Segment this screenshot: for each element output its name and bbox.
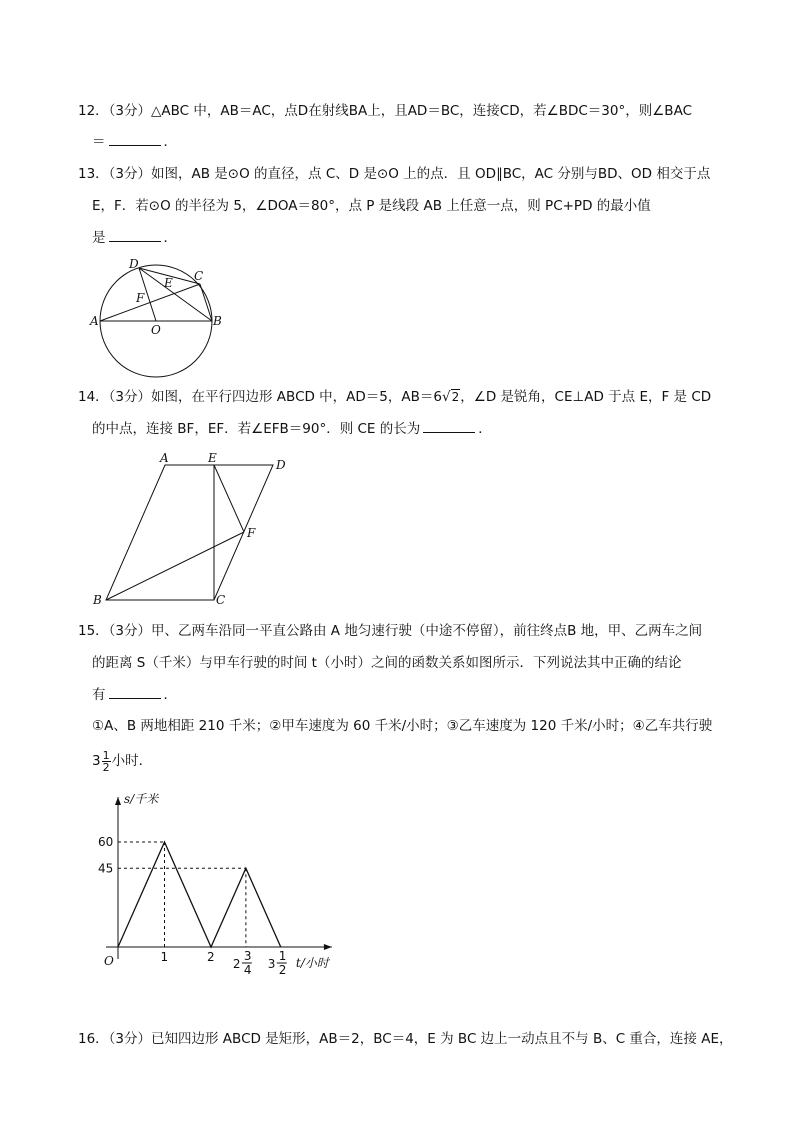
- label-c: C: [194, 269, 204, 283]
- q14-parallelogram-figure: [90, 450, 300, 610]
- segment-bf: [106, 532, 244, 600]
- q15-answer-blank[interactable]: [109, 685, 161, 699]
- q14-answer-blank[interactable]: [423, 419, 475, 433]
- label-c: C: [216, 593, 226, 607]
- q13-circle-figure: [85, 255, 235, 375]
- label-d: D: [276, 458, 286, 472]
- label-d: D: [129, 257, 139, 271]
- label-b: B: [213, 314, 222, 328]
- segment-bc: [200, 284, 212, 321]
- sqrt-symbol: √: [442, 389, 451, 405]
- x-tick-label-den: 4: [243, 963, 252, 977]
- x-axis-label: t/小时: [295, 956, 329, 970]
- q12-line2-prefix: ＝: [92, 134, 106, 150]
- label-e: E: [208, 451, 217, 465]
- q13-answer-blank[interactable]: [109, 228, 161, 242]
- q12-line2-suffix: ．: [163, 134, 177, 150]
- q13-line1: 13．（3分）如图，AB 是⊙O 的直径，点 C、D 是⊙O 上的点．且 OD∥BC，AC 分别与BD、OD 相交于点: [78, 166, 711, 182]
- x-axis-arrow: [324, 944, 332, 950]
- q12-line2: [92, 132, 177, 152]
- q15-line2: 的距离 S（千米）与甲车行驶的时间 t（小时）之间的函数关系如图所示．下列说法其中正确的结论: [92, 655, 682, 671]
- q15-line1: 15．（3分）甲、乙两车沿同一平直公路由 A 地匀速行驶（中途不停留），前往终点B 地，甲、乙两车之间: [78, 623, 703, 639]
- y-axis-arrow: [115, 797, 121, 805]
- label-e: E: [164, 276, 173, 290]
- q13-line3-suffix: ．: [163, 230, 177, 246]
- x-tick-label: 2: [207, 950, 215, 964]
- y-tick-label: 45: [98, 861, 114, 876]
- y-axis-label: s/千米: [124, 792, 159, 806]
- distance-time-chart: [80, 790, 370, 980]
- x-tick-label-num: 1: [278, 949, 287, 963]
- label-a: A: [160, 451, 169, 465]
- q12-line1: 12．（3分）△ABC 中，AB＝AC，点D在射线BA上，且AD＝BC，连接CD，若∠BDC＝30°，则∠BAC: [78, 103, 692, 119]
- label-f: F: [247, 526, 256, 540]
- q13-line2: E，F．若⊙O 的半径为 5，∠DOA＝80°，点 P 是线段 AB 上任意一点，则 PC+PD 的最小值: [92, 198, 651, 214]
- q16-line1: 16．（3分）已知四边形 ABCD 是矩形，AB＝2，BC＝4，E 为 BC 边上一动点且不与 B、C 重合，连接 AE，: [78, 1031, 733, 1047]
- q15-line3-suffix: ．: [163, 687, 177, 703]
- q15-line3-prefix: 有: [92, 687, 106, 703]
- q14-line2: [92, 419, 492, 439]
- q14-line1-part-b: ，∠D 是锐角，CE⊥AD 于点 E，F 是 CD: [460, 389, 712, 405]
- q15-line5-fraction: $\frac{1}{2}$: [102, 748, 110, 774]
- x-tick-label-whole: 2: [232, 957, 241, 971]
- series-line: [118, 842, 281, 947]
- q14-sqrt-value: 2: [451, 390, 460, 404]
- q14-line2-suffix: ．: [478, 421, 492, 437]
- q13-line3: [92, 228, 177, 248]
- q13-line3-prefix: 是: [92, 230, 106, 246]
- label-f: F: [136, 291, 145, 305]
- q12-answer-blank[interactable]: [109, 132, 161, 146]
- q15-line4: ①A、B 两地相距 210 千米；②甲车速度为 60 千米/小时；③乙车速度为 120 千米/小时；④乙车共行驶: [92, 718, 713, 734]
- q14-line1: [78, 387, 711, 407]
- q15-line3: [92, 685, 177, 705]
- x-tick-label-den: 2: [278, 963, 287, 977]
- x-tick-label-whole: 3: [267, 957, 276, 971]
- q15-line5: [92, 748, 152, 774]
- q14-line1-part-a: 14．（3分）如图，在平行四边形 ABCD 中，AD＝5，AB＝6: [78, 389, 442, 405]
- segment-ef: [214, 465, 244, 532]
- q14-line2-prefix: 的中点，连接 BF，EF．若∠EFB＝90°．则 CE 的长为: [92, 421, 421, 437]
- origin-label: O: [104, 954, 114, 968]
- q15-line5-suffix: 小时．: [111, 753, 153, 769]
- label-a: A: [90, 314, 99, 328]
- x-tick-label-num: 3: [243, 949, 252, 963]
- y-tick-label: 60: [98, 835, 114, 849]
- label-b: B: [93, 593, 102, 607]
- label-o: O: [151, 323, 161, 337]
- x-tick-label: 1: [160, 950, 169, 964]
- q15-line5-whole: 3: [92, 753, 101, 769]
